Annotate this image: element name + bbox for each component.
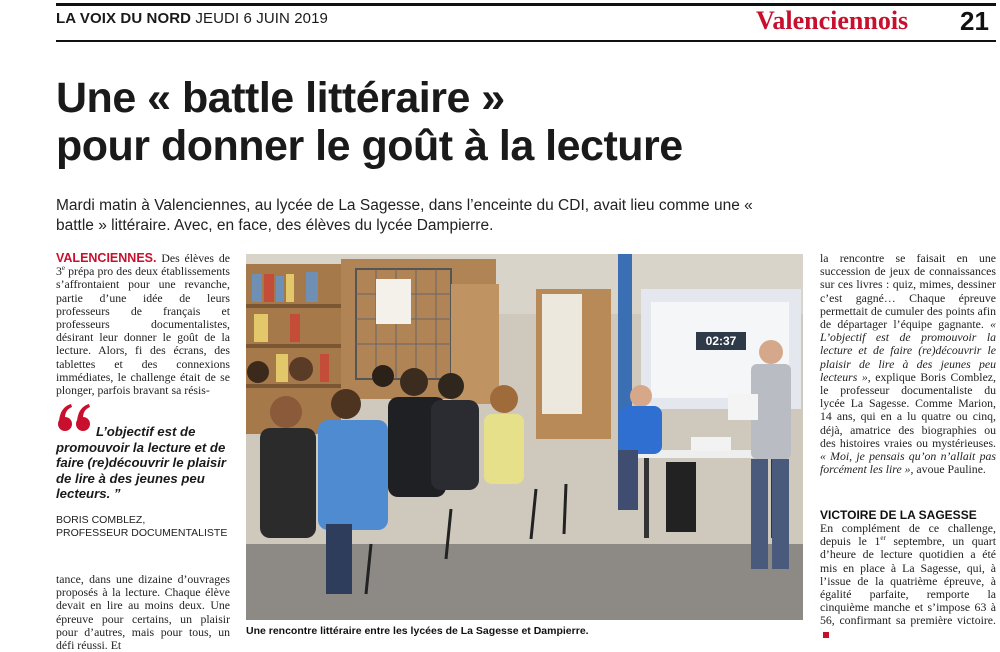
inline-quote: « Moi, je pensais qu’on n’allait pas forcément les lire » (820, 449, 996, 477)
newspaper-name: LA VOIX DU NORD (56, 10, 192, 27)
photo-caption: Une rencontre littéraire entre les lycées de La Sagesse et Dampierre. (246, 625, 589, 637)
body-text: , explique Boris Comblez, le professeur documentaliste du lycée La Sagesse. Comme Marion, 14 ans, qui en a lu quatre ou cinq, déjà, amatrice des biographies ou des histoires vraies ou mystérieuses. (820, 369, 996, 450)
article-headline (56, 74, 956, 170)
masthead (56, 10, 328, 27)
headline-line-1: Une « battle littéraire » (56, 74, 505, 122)
pull-quote-author (56, 514, 232, 540)
body-text: septembre, un quart d’heure de lecture quotidien a été mis en place à La Sagesse, qui, à l’issue de la quatrième épreuve, à égalité parfaite, remporte la cinquième manche et s’impose 63 à 56, confirmant sa première victoire. (820, 534, 996, 628)
column-3-bottom (820, 522, 996, 641)
column-1-bottom: tance, dans une dizaine d’ouvrages proposés à la lecture. Chaque élève devait en lire au moins deux. Une épreuve pour certains, un plaisir pour d’autres, mais pour tous, un défi réussi. Et (56, 572, 230, 652)
body-text: En complément de ce challenge, depuis le 1 (820, 521, 996, 549)
end-square-icon (823, 632, 829, 638)
superscript: er (880, 534, 886, 543)
pull-quote: L’objectif est de promouvoir la lecture et de faire (re)découvrir le plaisir de lire à des jeunes peu lecteurs. ” (56, 424, 227, 502)
page-number: 21 (960, 6, 989, 36)
body-text: , avoue Pauline. (910, 462, 986, 477)
issue-date: JEUDI 6 JUIN 2019 (195, 10, 328, 27)
headline-line-2: pour donner le goût à la lecture (56, 122, 683, 170)
article-standfirst: Mardi matin à Valenciennes, au lycée de La Sagesse, dans l’enceinte du CDI, avait lieu comme une « battle » littéraire. Avec, en face, des élèves du lycée Dampierre. (56, 197, 753, 234)
classroom-photo-illustration (246, 254, 803, 620)
body-text: la rencontre se faisait en une succession de jeux de connaissances sur ces livres : quiz, mimes, dessiner c’est gagné… Chaque épreuve permettait de cumuler des points afin de départager l’équipe gagnante. (820, 251, 996, 332)
quote-author-role: PROFESSEUR DOCUMENTALISTE (56, 527, 228, 539)
column-3-top (820, 252, 996, 476)
section-title: Valenciennois (756, 6, 909, 35)
article-photo (246, 254, 803, 620)
header-rule (56, 40, 996, 42)
column-1-top (56, 252, 230, 397)
dateline: VALENCIENNES. (56, 251, 157, 265)
body-text: prépa pro des deux établissements s’affrontaient pour une revanche, partie d’une idée de leurs professeurs de français et professeurs documentalistes, désirant leur donner le goût de la lecture. Alors, fi des écrans, des tablettes et des connexions immédiates, le challenge était de se plonger, parfois bravant sa résis- (56, 264, 230, 398)
superscript: e (61, 264, 66, 273)
article-subheading: VICTOIRE DE LA SAGESSE (820, 508, 977, 522)
body-text: Des élèves de 3 (56, 251, 230, 279)
inline-quote: « L’objectif est de promouvoir la lecture et de faire (re)découvrir le plaisir de lire à des jeunes peu lecteurs » (820, 317, 996, 384)
quote-author-name: BORIS COMBLEZ, (56, 514, 146, 526)
screen-timer-text: 02:37 (705, 334, 737, 348)
